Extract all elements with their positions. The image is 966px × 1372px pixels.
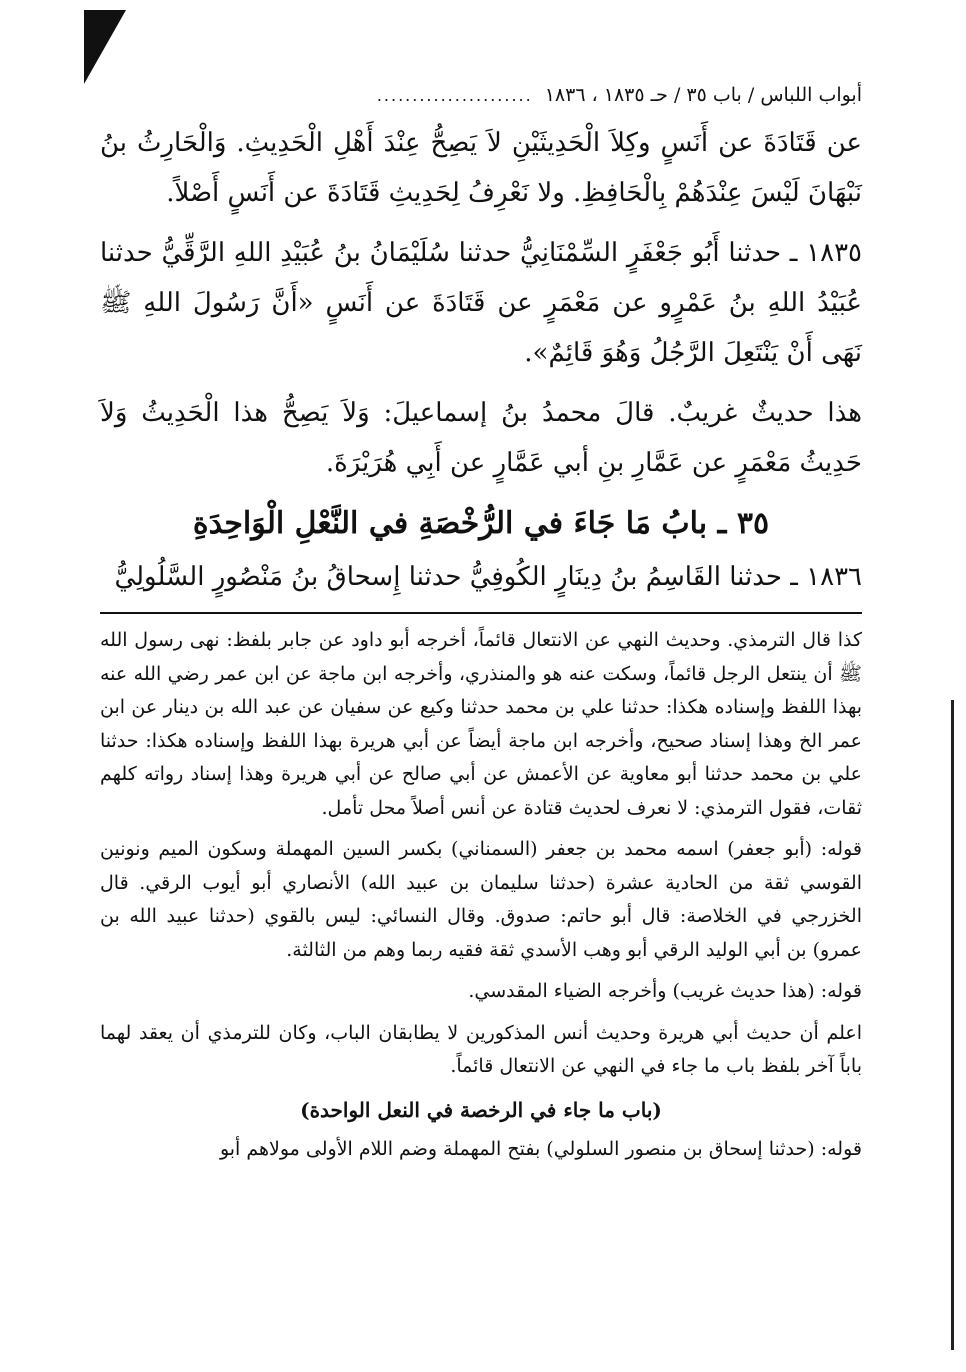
running-header	[100, 84, 862, 118]
commentary-chapter-heading: (باب ما جاء في الرخصة في النعل الواحدة)	[300, 1097, 662, 1122]
commentary-paragraph-4: اعلم أن حديث أبي هريرة وحديث أنس المذكورين لا يطابقان الباب، وكان للترمذي أن يعقد لهما باباً آخر بلفظ باب ما جاء في النهي عن الانتعال قائماً.	[100, 1021, 862, 1077]
hadith-text	[100, 118, 862, 602]
commentary-paragraph-1: كذا قال الترمذي. وحديث النهي عن الانتعال قائماً، أخرجه أبو داود عن جابر بلفظ: نهى رسول الله ﷺ أن ينتعل الرجل قائماً، وسكت عنه هو والمنذري، وأخرجه ابن ماجة عن ابن عمر رضي الله عنه بهذا اللفظ وإسناده هكذا: حدثنا علي بن محمد حدثنا وكيع عن سفيان عن عبد الله بن دينار عن ابن عمر الخ وهذا إسناد صحيح، وأخرجه ابن ماجة أيضاً عن أبي هريرة بهذا اللفظ وإسناده هكذا: حدثنا علي بن محمد حدثنا أبو معاوية عن الأعمش عن أبي صالح عن أبي هريرة وهذا إسناد رواته كلهم ثقات، فقول الترمذي: لا نعرف لحديث قتادة عن أنس أصلاً محل تأمل.	[100, 629, 862, 819]
commentary-paragraph-3: قوله: (هذا حديث غريب) وأخرجه الضياء المقدسي.	[468, 980, 862, 1002]
hadith-paragraph-1: عن قَتَادَةَ عن أَنَسٍ وكِلاَ الْحَدِيثَيْنِ لاَ يَصِحُّ عِنْدَ أَهْلِ الْحَدِيثِ. وَالْحَارِثُ بنُ نَبْهَانَ لَيْسَ عِنْدَهُمْ بِالْحَافِظِ. ولا نَعْرِفُ لِحَدِيثِ قَتَادَةَ عن أَنَسٍ أَصْلاً.	[100, 128, 862, 208]
hadith-1835: ١٨٣٥ ـ حدثنا أَبُو جَعْفَرٍ السِّمْنَانِيُّ حدثنا سُلَيْمَانُ بنُ عُبَيْدِ اللهِ الرَّقِّيُّ حدثنا عُبَيْدُ اللهِ بنُ عَمْرٍو عن مَعْمَرٍ عن قَتَادَةَ عن أَنَسٍ «أَنَّ رَسُولَ اللهِ ﷺ نَهَى أَنْ يَنْتَعِلَ الرَّجُلُ وَهُوَ قَائِمٌ».	[100, 238, 862, 368]
hadith-comment: هذا حديثٌ غريبٌ. قالَ محمدُ بنُ إسماعيلَ: وَلاَ يَصِحُّ هذا الْحَدِيثُ وَلاَ حَدِيثُ مَعْمَرٍ عن عَمَّارِ بنِ أبي عَمَّارٍ عن أَبِي هُرَيْرَةَ.	[100, 398, 862, 478]
running-header-text: أبواب اللباس / باب ٣٥ / حـ ١٨٣٥ ، ١٨٣٦	[544, 84, 862, 106]
chapter-title: ٣٥ ـ بابُ مَا جَاءَ في الرُّخْصَةِ في النَّعْلِ الْوَاحِدَةِ	[192, 506, 770, 541]
commentary-paragraph-2: قوله: (أبو جعفر) اسمه محمد بن جعفر (السمناني) بكسر السين المهملة وسكون الميم ونونين القوسي ثقة من الحادية عشرة (حدثنا سليمان بن عبيد الله) الأنصاري أبو أيوب الرقي. قال الخزرجي في الخلاصة: قال أبو حاتم: صدوق. وقال النسائي: ليس بالقوي (حدثنا عبيد الله بن عمرو) بن أبي الوليد الرقي أبو وهب الأسدي ثقة فقيه ربما وهم من الثالثة.	[100, 838, 862, 961]
footnote-divider	[100, 612, 862, 614]
book-page	[100, 84, 862, 1175]
header-dot-leader: ......................	[376, 86, 533, 105]
commentary-section	[100, 624, 862, 1167]
corner-triangle-mark	[84, 10, 126, 84]
scan-edge-line	[951, 700, 954, 1350]
commentary-paragraph-5: قوله: (حدثنا إسحاق بن منصور السلولي) بفتح المهملة وضم اللام الأولى مولاهم أبو	[219, 1138, 862, 1160]
hadith-1836: ١٨٣٦ ـ حدثنا القَاسِمُ بنُ دِينَارٍ الكُوفِيُّ حدثنا إِسحاقُ بنُ مَنْصُورٍ السَّلُولِيُّ	[114, 562, 862, 592]
